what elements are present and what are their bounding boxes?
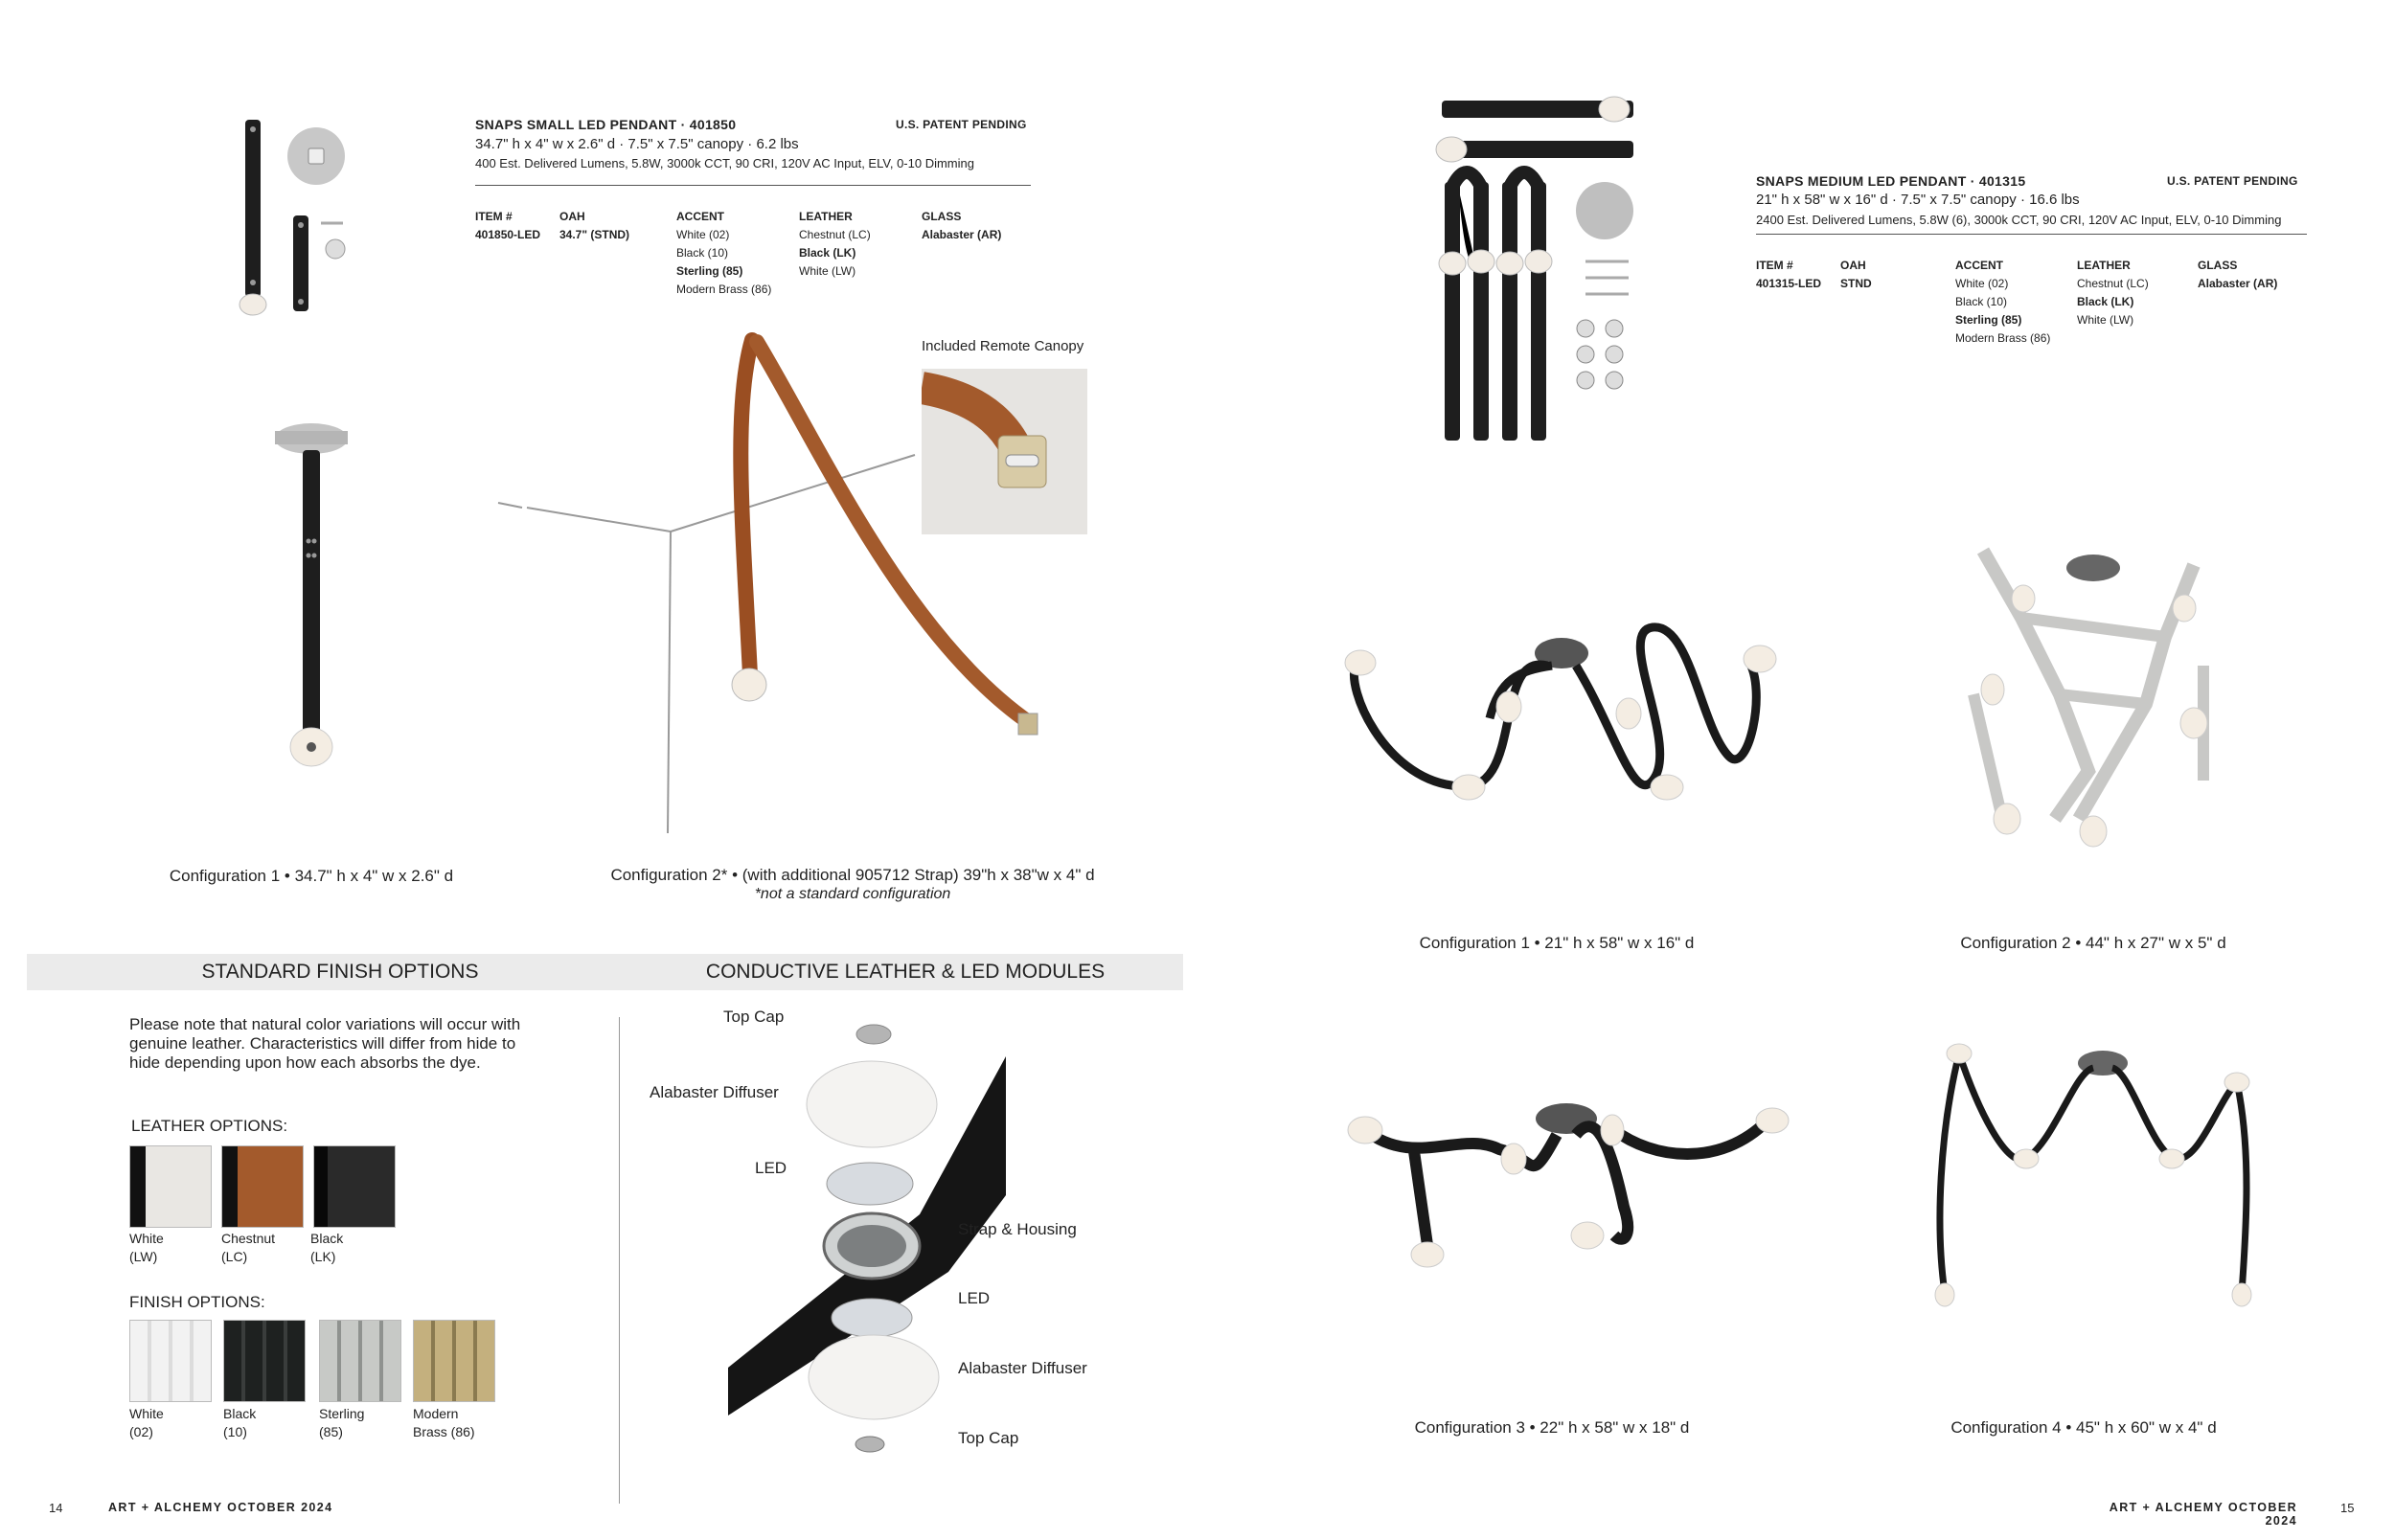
cell: Alabaster (AR) — [2198, 277, 2278, 290]
leather-note: Please note that natural color variations will occur with genuine leather. Characteristics will differ from hide to hide depending upon how each absorbs the dye. — [129, 1015, 521, 1072]
swatch-leather-black[interactable] — [313, 1145, 396, 1228]
cell: 401315-LED — [1756, 277, 1822, 290]
col-header: GLASS — [922, 210, 962, 223]
patent-label: U.S. PATENT PENDING — [896, 118, 1027, 131]
swatch-name: Black — [223, 1406, 257, 1421]
cell: White (LW) — [2077, 313, 2134, 327]
cell: Chestnut (LC) — [799, 228, 871, 241]
cell: Black (10) — [1955, 295, 2008, 308]
col-header: ITEM # — [1756, 259, 1793, 272]
col-header: GLASS — [2198, 259, 2238, 272]
publication-footer-right: ART + ALCHEMY OCTOBER 2024 — [2109, 1501, 2297, 1528]
swatch-code: (LW) — [129, 1249, 158, 1264]
cell: Sterling (85) — [1955, 313, 2022, 327]
finish-label-brass — [413, 1405, 475, 1441]
col-oah — [1840, 257, 1955, 348]
product-specs-medium: 2400 Est. Delivered Lumens, 5.8W (6), 3000k CCT, 90 CRI, 120V AC Input, ELV, 0-10 Dimming — [1756, 213, 2282, 227]
config3-medium-caption: Configuration 3 • 22" h x 58" w x 18" d — [1414, 1418, 1690, 1437]
layer-diffuser-label: Alabaster Diffuser — [650, 1083, 779, 1101]
config2-medium-caption: Configuration 2 • 44" h x 27" w x 5" d — [1960, 934, 2226, 952]
col-item — [475, 208, 559, 299]
remote-canopy-label: Included Remote Canopy — [922, 338, 1084, 354]
col-item — [1756, 257, 1840, 348]
col-accent — [1955, 257, 2077, 348]
swatch-code: (02) — [129, 1424, 153, 1439]
swatch-name: Sterling — [319, 1406, 365, 1421]
col-header: LEATHER — [2077, 259, 2131, 272]
col-glass — [922, 208, 1037, 299]
swatch-name: Black — [310, 1231, 344, 1246]
col-accent — [676, 208, 799, 299]
patent-label-medium: U.S. PATENT PENDING — [2167, 174, 2298, 188]
swatch-code: (10) — [223, 1424, 247, 1439]
layer-top-cap-label: Top Cap — [723, 1008, 785, 1026]
config1-caption: Configuration 1 • 34.7" h x 4" w x 2.6" d — [169, 867, 454, 885]
col-header: ITEM # — [475, 210, 513, 223]
col-leather — [2077, 257, 2198, 348]
cell: Black (10) — [676, 246, 729, 260]
divider-medium — [1756, 234, 2307, 235]
finish-options-heading: FINISH OPTIONS: — [129, 1293, 265, 1311]
conductive-leather-heading: CONDUCTIVE LEATHER & LED MODULES — [705, 961, 1106, 983]
col-leather — [799, 208, 922, 299]
layer-strap-housing-label: Strap & Housing — [958, 1220, 1077, 1238]
config1-medium-caption: Configuration 1 • 21" h x 58" w x 16" d — [1419, 934, 1695, 952]
swatch-code: (LC) — [221, 1249, 248, 1264]
swatch-finish-sterling[interactable] — [319, 1320, 401, 1402]
config4-medium-caption: Configuration 4 • 45" h x 60" w x 4" d — [1950, 1418, 2217, 1437]
col-header: ACCENT — [1955, 259, 2003, 272]
swatch-name: Chestnut — [221, 1231, 276, 1246]
layer-led-label-2: LED — [958, 1289, 991, 1307]
page-number-left: 14 — [49, 1501, 63, 1515]
cell: White (02) — [1955, 277, 2009, 290]
cell: Modern Brass (86) — [1955, 331, 2051, 345]
standard-finish-heading: STANDARD FINISH OPTIONS — [201, 961, 479, 983]
product-title: SNAPS SMALL LED PENDANT · 401850 — [475, 117, 737, 132]
col-header: OAH — [559, 210, 585, 223]
config1-medium-image — [1327, 613, 1825, 814]
config4-medium-image — [1921, 1034, 2285, 1322]
swatch-finish-black[interactable] — [223, 1320, 306, 1402]
finish-label-white — [129, 1405, 164, 1441]
col-oah — [559, 208, 676, 299]
leather-options-heading: LEATHER OPTIONS: — [131, 1117, 288, 1135]
col-header: OAH — [1840, 259, 1866, 272]
small-pendant-kit-image — [230, 110, 383, 330]
swatch-code: (LK) — [310, 1249, 336, 1264]
config2-caption: Configuration 2* • (with additional 905712 Strap) 39"h x 38"w x 4" d — [610, 866, 1095, 884]
cell: Black (LK) — [2077, 295, 2134, 308]
leather-label-black — [310, 1230, 343, 1266]
swatch-finish-white[interactable] — [129, 1320, 212, 1402]
remote-canopy-image — [922, 369, 1087, 534]
layer-led-label: LED — [755, 1159, 787, 1177]
spec-table-medium — [1756, 257, 2313, 348]
finish-label-sterling — [319, 1405, 364, 1441]
swatch-name: White — [129, 1406, 164, 1421]
config3-medium-image — [1336, 1082, 1806, 1283]
cell: Alabaster (AR) — [922, 228, 1002, 241]
cell: White (02) — [676, 228, 730, 241]
cell: White (LW) — [799, 264, 856, 278]
layer-top-cap-label-2: Top Cap — [958, 1429, 1019, 1447]
col-glass — [2198, 257, 2313, 348]
swatch-finish-brass[interactable] — [413, 1320, 495, 1402]
swatch-code: (85) — [319, 1424, 343, 1439]
cell: Chestnut (LC) — [2077, 277, 2149, 290]
cell: STND — [1840, 277, 1872, 290]
divider — [475, 185, 1031, 186]
config1-pendant-image — [259, 421, 364, 785]
swatch-name: Modern — [413, 1406, 459, 1421]
cell: Modern Brass (86) — [676, 283, 772, 296]
medium-pendant-kit-image — [1427, 91, 1667, 455]
swatch-leather-white[interactable] — [129, 1145, 212, 1228]
cell: 401850-LED — [475, 228, 541, 241]
swatch-name: White — [129, 1231, 164, 1246]
vertical-divider — [619, 1017, 620, 1504]
spec-table — [475, 208, 1037, 299]
cell: Sterling (85) — [676, 264, 743, 278]
page-number-right: 15 — [2340, 1501, 2355, 1515]
product-specs: 400 Est. Delivered Lumens, 5.8W, 3000k CCT, 90 CRI, 120V AC Input, ELV, 0-10 Dimming — [475, 156, 974, 170]
cell: 34.7" (STND) — [559, 228, 630, 241]
swatch-code: Brass (86) — [413, 1424, 475, 1439]
leather-label-chestnut — [221, 1230, 275, 1266]
product-dimensions-medium: 21" h x 58" w x 16" d · 7.5" x 7.5" canopy · 16.6 lbs — [1756, 192, 2080, 208]
product-dimensions: 34.7" h x 4" w x 2.6" d · 7.5" x 7.5" canopy · 6.2 lbs — [475, 136, 799, 152]
config2-medium-image — [1945, 532, 2251, 857]
product-title-medium: SNAPS MEDIUM LED PENDANT · 401315 — [1756, 173, 2026, 189]
col-header: LEATHER — [799, 210, 853, 223]
cell: Black (LK) — [799, 246, 856, 260]
finish-label-black — [223, 1405, 256, 1441]
swatch-leather-chestnut[interactable] — [221, 1145, 304, 1228]
leather-label-white — [129, 1230, 164, 1266]
col-header: ACCENT — [676, 210, 724, 223]
config2-note: *not a standard configuration — [754, 886, 951, 902]
layer-diffuser-label-2: Alabaster Diffuser — [958, 1359, 1087, 1377]
publication-footer-left: ART + ALCHEMY OCTOBER 2024 — [108, 1501, 333, 1514]
